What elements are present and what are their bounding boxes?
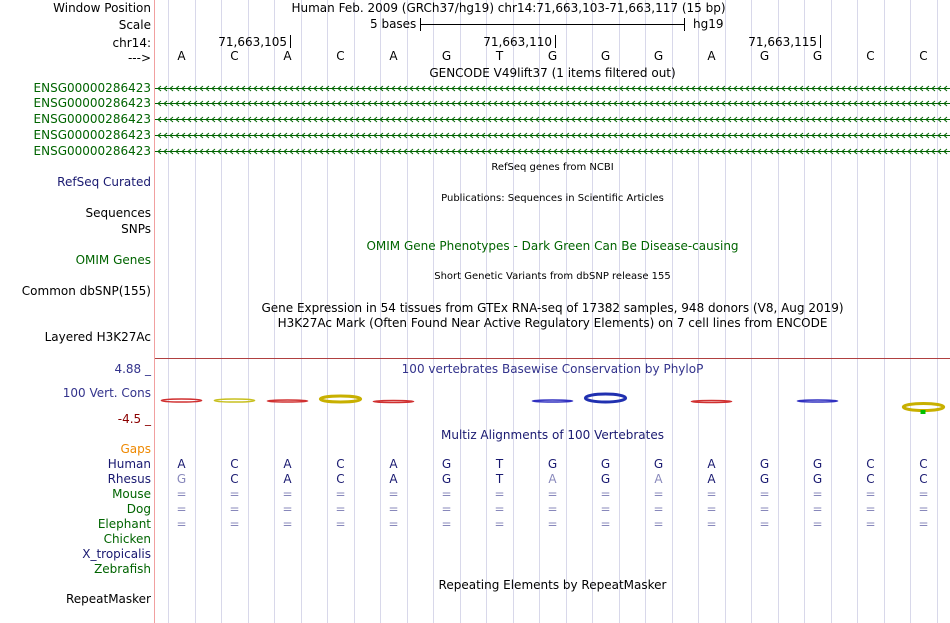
elephant-aligned-base: = — [865, 517, 876, 531]
reference-base: A — [707, 49, 716, 63]
dog-aligned-base: = — [812, 502, 823, 516]
human-aligned-base: C — [336, 457, 345, 471]
elephant-aligned-base: = — [176, 517, 187, 531]
elephant-aligned-base: = — [441, 517, 452, 531]
repeatmasker-track-title: Repeating Elements by RepeatMasker — [438, 578, 667, 592]
rhesus-aligned-base: A — [654, 472, 663, 486]
window-position-label: Window Position — [53, 1, 151, 15]
phylop-track-title: 100 vertebrates Basewise Conservation by PhyloP — [401, 362, 704, 376]
mouse-aligned-base: = — [759, 487, 770, 501]
human-aligned-base: G — [653, 457, 664, 471]
rhesus-aligned-base: C — [866, 472, 875, 486]
gaps-label[interactable]: Gaps — [120, 442, 151, 456]
gene-label-4[interactable]: ENSG00000286423 — [33, 128, 151, 142]
elephant-aligned-base: = — [494, 517, 505, 531]
reference-base: C — [919, 49, 928, 63]
rhesus-aligned-base: G — [441, 472, 452, 486]
reference-base: G — [600, 49, 611, 63]
mouse-aligned-base: = — [229, 487, 240, 501]
phylop-base-mark — [532, 400, 572, 402]
dog-aligned-base: = — [600, 502, 611, 516]
track-display-area[interactable] — [155, 0, 950, 623]
gene-line[interactable] — [155, 98, 950, 109]
omim-genes-label[interactable]: OMIM Genes — [75, 253, 151, 267]
phylop-base-mark — [585, 394, 625, 402]
phylop-base-mark — [161, 399, 201, 402]
dog-aligned-base: = — [706, 502, 717, 516]
phylop-base-mark — [267, 400, 307, 402]
phylop-base-mark — [903, 404, 943, 411]
human-aligned-base: G — [759, 457, 770, 471]
elephant-aligned-base: = — [653, 517, 664, 531]
human-aligned-base: C — [866, 457, 875, 471]
mouse-aligned-base: = — [547, 487, 558, 501]
species-label-dog[interactable]: Dog — [126, 502, 151, 516]
phylop-highlight-mark — [921, 410, 926, 414]
elephant-aligned-base: = — [547, 517, 558, 531]
reference-base: G — [547, 49, 558, 63]
multiz-track-title: Multiz Alignments of 100 Vertebrates — [440, 428, 665, 442]
mouse-aligned-base: = — [494, 487, 505, 501]
reference-base: C — [230, 49, 239, 63]
reference-base: A — [283, 49, 292, 63]
elephant-aligned-base: = — [706, 517, 717, 531]
human-aligned-base: G — [547, 457, 558, 471]
position-tick-label: 71,663,105 — [218, 35, 287, 49]
reference-base: G — [812, 49, 823, 63]
track-label-column — [0, 0, 153, 623]
rhesus-aligned-base: G — [176, 472, 187, 486]
dog-aligned-base: = — [282, 502, 293, 516]
window-position-text: Human Feb. 2009 (GRCh37/hg19) chr14:71,663,103-71,663,117 (15 bp) — [291, 1, 726, 15]
dog-aligned-base: = — [176, 502, 187, 516]
reference-base: C — [866, 49, 875, 63]
elephant-aligned-base: = — [335, 517, 346, 531]
gene-label-3[interactable]: ENSG00000286423 — [33, 112, 151, 126]
rhesus-aligned-base: G — [600, 472, 611, 486]
strand-label: ---> — [127, 51, 151, 65]
elephant-aligned-base: = — [229, 517, 240, 531]
gene-line[interactable] — [155, 146, 950, 157]
position-tick-label: 71,663,110 — [483, 35, 552, 49]
mouse-aligned-base: = — [441, 487, 452, 501]
position-tick-mark — [290, 35, 291, 48]
gene-line[interactable] — [155, 83, 950, 94]
reference-base: A — [177, 49, 186, 63]
phylop-base-mark — [214, 399, 254, 402]
scale-bar-left-cap — [420, 18, 421, 31]
chrom-label: chr14: — [112, 36, 151, 50]
gene-label-2[interactable]: ENSG00000286423 — [33, 96, 151, 110]
human-aligned-base: A — [177, 457, 186, 471]
layered-h3k27ac-label[interactable]: Layered H3K27Ac — [44, 330, 151, 344]
position-tick-mark — [820, 35, 821, 48]
dbsnp-track-title: Short Genetic Variants from dbSNP release 155 — [434, 271, 671, 282]
phylop-max-label: 4.88 _ — [114, 362, 151, 376]
scale-text: 5 bases — [370, 17, 417, 31]
mouse-aligned-base: = — [812, 487, 823, 501]
human-aligned-base: C — [230, 457, 239, 471]
elephant-aligned-base: = — [282, 517, 293, 531]
species-label-x-tropicalis[interactable]: X_tropicalis — [82, 547, 151, 561]
species-label-human[interactable]: Human — [107, 457, 151, 471]
rhesus-aligned-base: C — [336, 472, 345, 486]
dog-aligned-base: = — [388, 502, 399, 516]
human-aligned-base: A — [283, 457, 292, 471]
refseq-curated-label[interactable]: RefSeq Curated — [57, 175, 151, 189]
reference-base: C — [336, 49, 345, 63]
dog-aligned-base: = — [547, 502, 558, 516]
species-label-rhesus[interactable]: Rhesus — [107, 472, 151, 486]
dog-aligned-base: = — [918, 502, 929, 516]
rhesus-aligned-base: G — [759, 472, 770, 486]
mouse-aligned-base: = — [282, 487, 293, 501]
species-label-elephant[interactable]: Elephant — [97, 517, 151, 531]
gencode-track-title: GENCODE V49lift37 (1 items filtered out) — [429, 66, 676, 80]
dog-aligned-base: = — [759, 502, 770, 516]
human-aligned-base: T — [495, 457, 504, 471]
human-aligned-base: C — [919, 457, 928, 471]
phylop-base-mark — [691, 401, 731, 403]
h3k27ac-baseline — [155, 358, 950, 359]
reference-base: G — [441, 49, 452, 63]
common-dbsnp-label[interactable]: Common dbSNP(155) — [21, 284, 151, 298]
species-label-chicken[interactable]: Chicken — [103, 532, 151, 546]
elephant-aligned-base: = — [600, 517, 611, 531]
mouse-aligned-base: = — [653, 487, 664, 501]
dog-aligned-base: = — [653, 502, 664, 516]
dog-aligned-base: = — [441, 502, 452, 516]
reference-base: T — [495, 49, 504, 63]
gene-label-1[interactable]: ENSG00000286423 — [33, 81, 151, 95]
rhesus-aligned-base: A — [707, 472, 716, 486]
dog-aligned-base: = — [494, 502, 505, 516]
publications-track-title: Publications: Sequences in Scientific Articles — [441, 193, 664, 204]
mouse-aligned-base: = — [600, 487, 611, 501]
rhesus-aligned-base: A — [389, 472, 398, 486]
elephant-aligned-base: = — [388, 517, 399, 531]
gtex-track-title: Gene Expression in 54 tissues from GTEx RNA-seq of 17382 samples, 948 donors (V8, Aug 2019) — [261, 301, 844, 315]
rhesus-aligned-base: A — [548, 472, 557, 486]
scale-bar-right-cap — [684, 18, 685, 31]
human-aligned-base: G — [600, 457, 611, 471]
reference-base: G — [653, 49, 664, 63]
snps-label[interactable]: SNPs — [121, 222, 151, 236]
dog-aligned-base: = — [229, 502, 240, 516]
species-label-zebrafish[interactable]: Zebrafish — [94, 562, 151, 576]
position-tick-label: 71,663,115 — [748, 35, 817, 49]
gene-line[interactable] — [155, 114, 950, 125]
human-aligned-base: G — [812, 457, 823, 471]
mouse-aligned-base: = — [176, 487, 187, 501]
rhesus-aligned-base: G — [812, 472, 823, 486]
mouse-aligned-base: = — [918, 487, 929, 501]
phylop-base-mark — [797, 400, 837, 402]
gene-line[interactable] — [155, 130, 950, 141]
phylop-min-label: -4.5 _ — [117, 412, 151, 426]
human-aligned-base: G — [441, 457, 452, 471]
phylop-logo — [155, 392, 950, 422]
dog-aligned-base: = — [335, 502, 346, 516]
elephant-aligned-base: = — [759, 517, 770, 531]
reference-base: G — [759, 49, 770, 63]
reference-base: A — [389, 49, 398, 63]
mouse-aligned-base: = — [865, 487, 876, 501]
mouse-aligned-base: = — [706, 487, 717, 501]
elephant-aligned-base: = — [918, 517, 929, 531]
elephant-aligned-base: = — [812, 517, 823, 531]
rhesus-aligned-base: C — [230, 472, 239, 486]
omim-track-title: OMIM Gene Phenotypes - Dark Green Can Be Disease-causing — [366, 239, 739, 253]
scale-bar — [420, 24, 684, 25]
scale-assembly: hg19 — [693, 17, 724, 31]
repeatmasker-label[interactable]: RepeatMasker — [65, 592, 151, 606]
mouse-aligned-base: = — [335, 487, 346, 501]
dog-aligned-base: = — [865, 502, 876, 516]
sequences-label[interactable]: Sequences — [85, 206, 151, 220]
rhesus-aligned-base: A — [283, 472, 292, 486]
species-label-mouse[interactable]: Mouse — [112, 487, 151, 501]
position-tick-mark — [555, 35, 556, 48]
rhesus-aligned-base: T — [495, 472, 504, 486]
refseq-track-title: RefSeq genes from NCBI — [491, 162, 614, 173]
phylop-base-mark — [373, 401, 413, 403]
phylop-base-mark — [320, 396, 360, 402]
rhesus-aligned-base: C — [919, 472, 928, 486]
human-aligned-base: A — [389, 457, 398, 471]
human-aligned-base: A — [707, 457, 716, 471]
phylop-track-label[interactable]: 100 Vert. Cons — [62, 386, 151, 400]
mouse-aligned-base: = — [388, 487, 399, 501]
h3k27ac-track-title: H3K27Ac Mark (Often Found Near Active Regulatory Elements) on 7 cell lines from ENCODE — [277, 316, 828, 330]
gene-label-5[interactable]: ENSG00000286423 — [33, 144, 151, 158]
scale-label: Scale — [118, 18, 151, 32]
